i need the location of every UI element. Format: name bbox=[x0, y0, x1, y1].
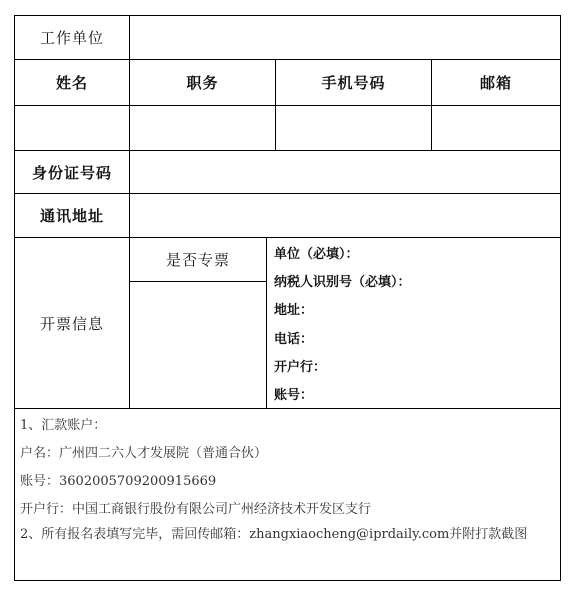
special-invoice-label: 是否专票 bbox=[165, 251, 230, 269]
special-invoice-label-cell bbox=[129, 237, 267, 282]
name-header-cell bbox=[14, 59, 130, 106]
address-label: 通讯地址 bbox=[39, 207, 104, 225]
name-input[interactable] bbox=[14, 105, 130, 151]
submission-note: 2、所有报名表填写完毕，需回传邮箱：zhangxiaocheng@iprdaily.com并附打款截图 bbox=[20, 527, 528, 542]
phone-header-cell bbox=[275, 59, 432, 106]
position-input[interactable] bbox=[129, 105, 276, 151]
phone-header: 手机号码 bbox=[321, 74, 386, 92]
work-unit-label-cell bbox=[14, 15, 130, 60]
account-number: 账号：3602005709200915669 bbox=[20, 474, 217, 489]
email-header-cell bbox=[431, 59, 561, 106]
id-label-cell bbox=[14, 150, 130, 194]
invoice-field-account: 账号： bbox=[274, 388, 314, 403]
email-input[interactable] bbox=[431, 105, 561, 151]
invoice-field-bank: 开户行： bbox=[274, 360, 327, 375]
phone-input[interactable] bbox=[275, 105, 432, 151]
invoice-field-address: 地址： bbox=[274, 303, 314, 318]
work-unit-label: 工作单位 bbox=[39, 29, 104, 47]
invoice-field-taxpayer-id: 纳税人识别号（必填）： bbox=[274, 275, 411, 290]
remittance-title: 1、汇款账户： bbox=[20, 418, 107, 433]
invoice-field-phone: 电话： bbox=[274, 332, 314, 347]
invoice-label: 开票信息 bbox=[39, 314, 104, 333]
address-label-cell bbox=[14, 193, 130, 238]
position-header: 职务 bbox=[186, 74, 219, 92]
id-label: 身份证号码 bbox=[31, 163, 112, 182]
notes-cell bbox=[14, 408, 561, 581]
invoice-label-cell bbox=[14, 237, 130, 409]
special-invoice-input[interactable] bbox=[129, 281, 267, 409]
invoice-field-company: 单位（必填）： bbox=[274, 247, 359, 262]
work-unit-input[interactable] bbox=[129, 15, 561, 60]
bank-name: 开户行：中国工商银行股份有限公司广州经济技术开发区支行 bbox=[20, 502, 372, 517]
name-header: 姓名 bbox=[55, 74, 88, 92]
id-input[interactable] bbox=[129, 150, 561, 194]
account-name: 户名：广州四二六人才发展院（普通合伙） bbox=[20, 446, 268, 461]
email-header: 邮箱 bbox=[479, 74, 512, 92]
position-header-cell bbox=[129, 59, 276, 106]
address-input[interactable] bbox=[129, 193, 561, 238]
